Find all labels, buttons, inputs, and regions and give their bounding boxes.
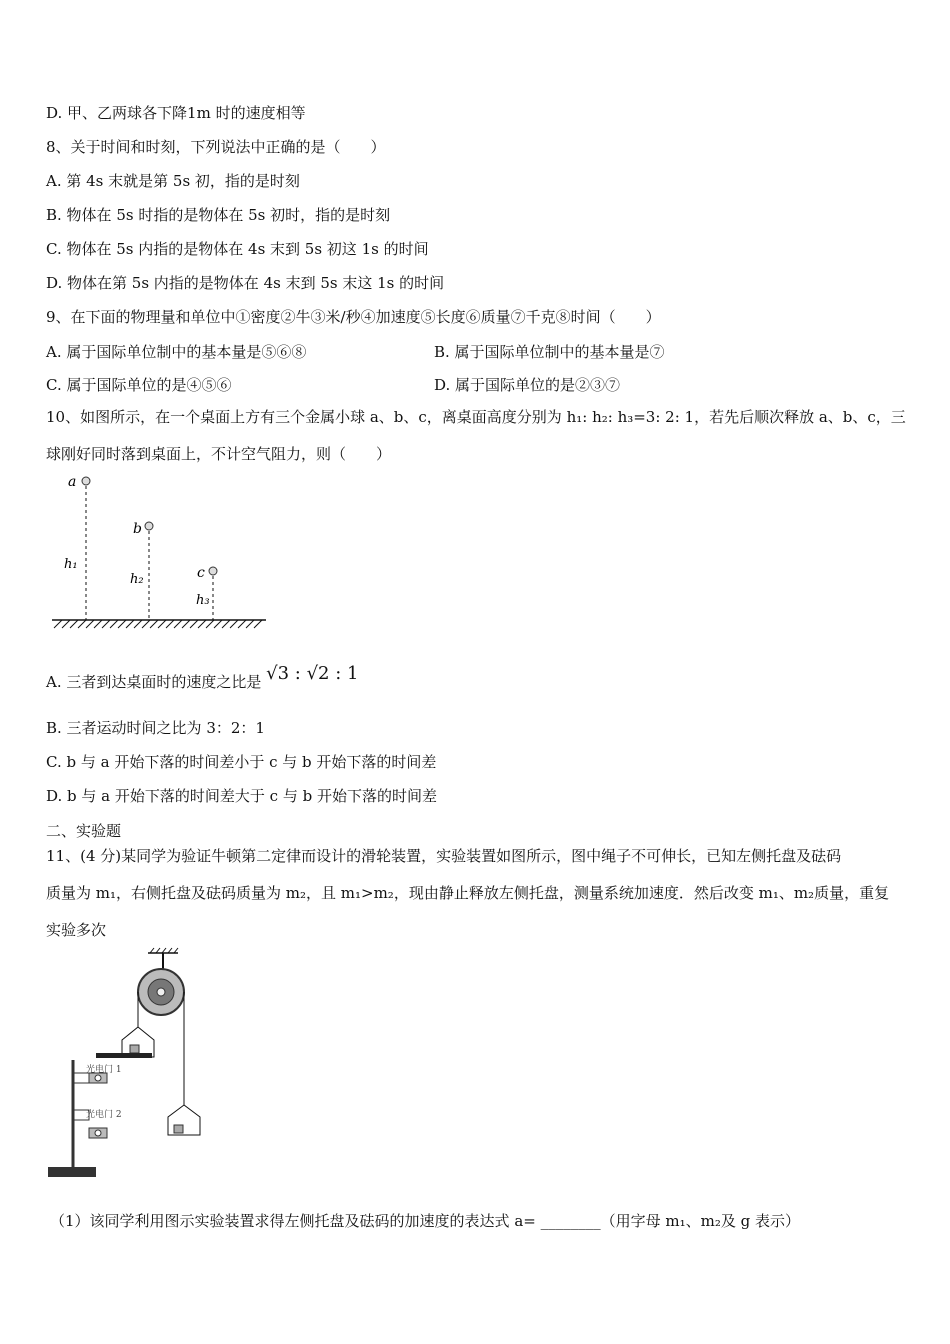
label-h2: h₂: [130, 572, 144, 587]
q10-option-d: D. b 与 a 开始下落的时间差大于 c 与 b 开始下落的时间差: [46, 787, 437, 805]
ball-b: [145, 522, 153, 530]
q9-stem: 9、在下面的物理量和单位中①密度②牛③米/秒④加速度⑤长度⑥质量⑦千克⑧时间（ ）: [46, 308, 661, 326]
label-a: a: [68, 474, 77, 490]
q8-stem: 8、关于时间和时刻，下列说法中正确的是（ ）: [46, 138, 386, 156]
q9-option-d: D. 属于国际单位的是②③⑦: [434, 376, 621, 394]
q8-option-d: D. 物体在第 5s 内指的是物体在 4s 末到 5s 末这 1s 的时间: [46, 274, 445, 292]
section-heading-experiment: 二、实验题: [46, 822, 122, 840]
label-b: b: [133, 521, 142, 537]
ground-hatching: [54, 620, 262, 628]
photogate-1-label: 光电门 1: [86, 1065, 122, 1075]
q11-subquestion-1: （1）该同学利用图示实验装置求得左侧托盘及砝码的加速度的表达式 a= ________（用字母 m₁、m₂及 g 表示）: [50, 1212, 800, 1230]
pulley-apparatus-figure: [44, 945, 204, 1185]
q10-option-b: B. 三者运动时间之比为 3：2：1: [46, 719, 265, 737]
q11-stem-line2: 质量为 m₁，右侧托盘及砝码质量为 m₂，且 m₁>m₂，现由静止释放左侧托盘，测量系统加速度．然后改变 m₁、m₂质量，重复: [46, 884, 890, 902]
q10-option-a-text: A. 三者到达桌面时的速度之比是: [46, 673, 262, 691]
velocity-ratio-formula: √3 : √2 : 1: [266, 663, 359, 684]
q10-stem-line1: 10、如图所示，在一个桌面上方有三个金属小球 a、b、c，离桌面高度分别为 h₁: h₂: h₃=3: 2: 1，若先后顺次释放 a、b、c，三: [46, 408, 906, 426]
label-c: c: [197, 565, 205, 581]
q10-option-a: [46, 663, 359, 692]
q8-option-c: C. 物体在 5s 内指的是物体在 4s 末到 5s 初这 1s 的时间: [46, 240, 429, 258]
q8-option-b: B. 物体在 5s 时指的是物体在 5s 初时，指的是时刻: [46, 206, 391, 224]
falling-balls-figure: [46, 470, 276, 635]
q8-option-a: A. 第 4s 末就是第 5s 初，指的是时刻: [46, 172, 300, 190]
left-weight: [130, 1045, 139, 1053]
right-weight: [174, 1125, 183, 1133]
stand-base: [48, 1167, 96, 1177]
q11-stem-line1: 11、(4 分)某同学为验证牛顿第二定律而设计的滑轮装置，实验装置如图所示，图中绳子不可伸长，已知左侧托盘及砝码: [46, 847, 842, 865]
right-tray: [168, 1105, 200, 1135]
q9-option-c: C. 属于国际单位的是④⑤⑥: [46, 376, 232, 394]
q10-stem-line2: 球刚好同时落到桌面上，不计空气阻力，则（ ）: [46, 445, 392, 463]
q9-option-b: B. 属于国际单位制中的基本量是⑦: [434, 343, 665, 361]
ball-c: [209, 567, 217, 575]
q7-option-d: D. 甲、乙两球各下降1m 时的速度相等: [46, 104, 306, 122]
photogate-2-label: 光电门 2: [86, 1110, 122, 1120]
q9-option-a: A. 属于国际单位制中的基本量是⑤⑥⑧: [46, 343, 307, 361]
release-platform: [96, 1053, 152, 1058]
ball-a: [82, 477, 90, 485]
label-h3: h₃: [196, 593, 210, 608]
q10-option-c: C. b 与 a 开始下落的时间差小于 c 与 b 开始下落的时间差: [46, 753, 437, 771]
label-h1: h₁: [64, 557, 78, 572]
q11-stem-line3: 实验多次: [46, 921, 107, 939]
